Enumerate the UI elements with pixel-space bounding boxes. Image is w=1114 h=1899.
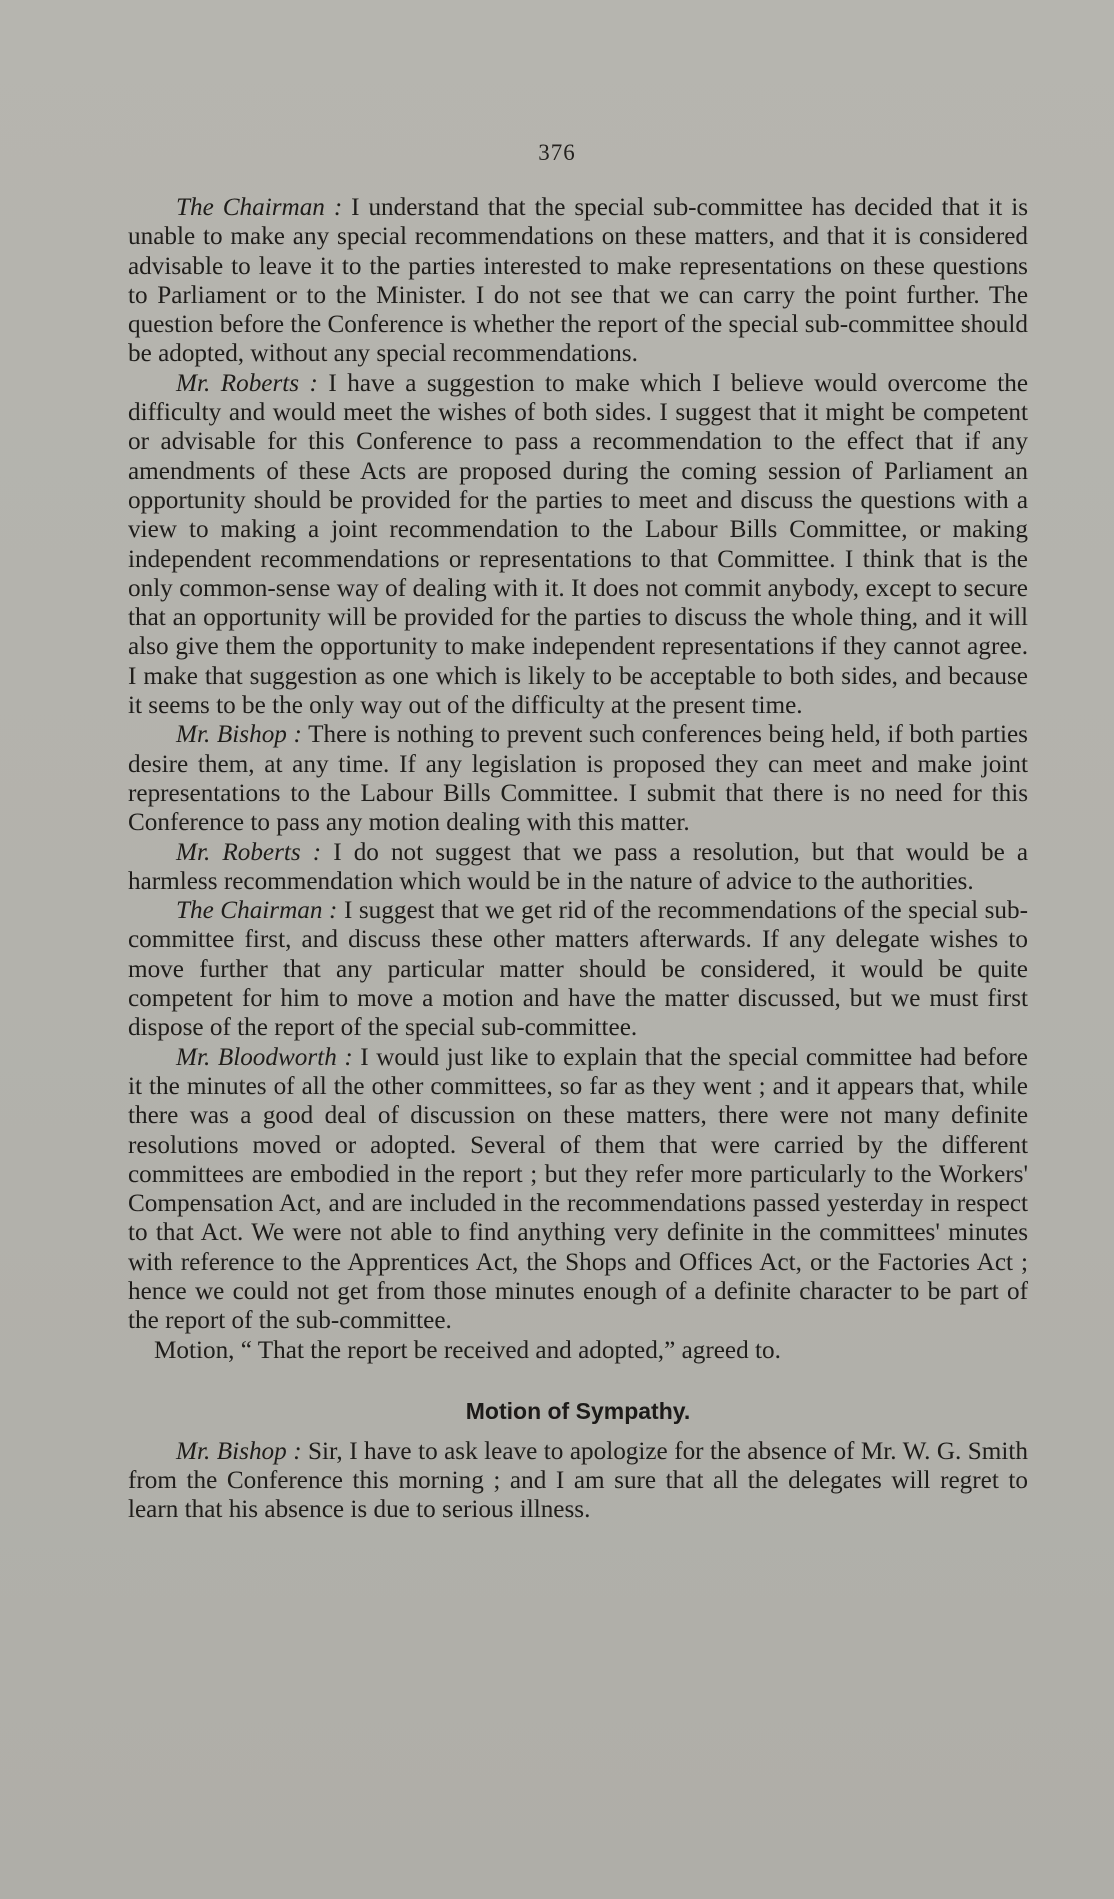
paragraph-roberts-2 [128, 838, 1028, 897]
paragraph-roberts-1 [128, 369, 1028, 721]
paragraph-text: I suggest that we get rid of the recommendations of the special sub-committee first, and discuss these other matters afterwards. If any delegate wishes to move further that any particular matter should be considered, it would be quite competent for him to move a motion and have the matter discussed, but we must first dispose of the report of the special sub-committee. [128, 897, 1028, 1042]
speaker-name: The Chairman : [176, 897, 338, 925]
speaker-name: Mr. Roberts : [176, 369, 318, 397]
speaker-name: Mr. Bishop : [176, 1437, 302, 1465]
speaker-name: Mr. Roberts : [176, 838, 322, 866]
paragraph-text: I understand that the special sub-committee has decided that it is unable to make any special recommendations on these matters, and that it is considered advisable to leave it to the parties interested to make representations on these questions to Parliament or to the Minister. I do not see that we can carry the point further. The question before the Conference is whether the report of the special sub-committee should be adopted, without any special recommendations. [128, 194, 1028, 368]
section-heading: Motion of Sympathy. [465, 1397, 691, 1424]
paragraph-text: I have a suggestion to make which I believe would overcome the difficulty and would meet the wishes of both sides. I suggest that it might be competent or advisable for this Conference to pass a recommendation to the effect that if any amendments of these Acts are proposed during the coming session of Parliament an opportunity should be provided for the parties to meet and discuss the questions with a view to making a joint recommendation to the Labour Bills Committee, or making independent recommendations or representations to that Committee. I think that is the only common-sense way of dealing with it. It does not commit anybody, except to secure that an opportunity will be provided for the parties to discuss the whole thing, and it will also give them the opportunity to make independent representations if they cannot agree. I make that suggestion as one which is likely to be acceptable to both sides, and because it seems to be the only way out of the difficulty at the present time. [128, 369, 1029, 720]
paragraph-chairman-1 [128, 193, 1028, 369]
speaker-name: Mr. Bloodworth : [176, 1043, 353, 1071]
body-text [128, 193, 1028, 1525]
paragraph-text: There is nothing to prevent such conferences being held, if both parties desire them, at any time. If any legislation is proposed they can meet and make joint representations to the Labour Bills Committee. I submit that there is no need for this Conference to pass any motion dealing with this matter. [128, 721, 1028, 837]
paragraph-bishop-2 [128, 1437, 1028, 1525]
paragraph-bloodworth [128, 1043, 1028, 1336]
speaker-name: Mr. Bishop : [176, 721, 302, 749]
paragraph-bishop-1 [128, 720, 1028, 837]
motion-agreed: Motion, “ That the report be received and adopted,” agreed to. [154, 1336, 781, 1364]
paragraph-text: I do not suggest that we pass a resolution, but that would be a harmless recommendation which would be in the nature of advice to the authorities. [128, 838, 1029, 895]
page-number: 376 [538, 140, 576, 165]
paragraph-text: Sir, I have to ask leave to apologize for the absence of Mr. W. G. Smith from the Conference this morning ; and I am sure that all the delegates will regret to learn that his absence is due to serious illness. [128, 1437, 1028, 1524]
speaker-name: The Chairman : [176, 194, 343, 221]
paragraph-text: I would just like to explain that the special committee had before it the minutes of all the other committees, so far as they went ; and it appears that, while there was a good deal of discussion on these matters, there were not many definite resolutions moved or adopted. Several of them that were carried by the different committees are embodied in the report ; but they refer more particularly to the Workers' Compensation Act, and are included in the recommendations passed yesterday in respect to that Act. We were not able to find anything very definite in the committees' minutes with reference to the Apprentices Act, the Shops and Offices Act, or the Factories Act ; hence we could not get from those minutes enough of a definite character to be part of the report of the sub-committee. [128, 1043, 1028, 1335]
paragraph-chairman-2 [128, 896, 1028, 1042]
